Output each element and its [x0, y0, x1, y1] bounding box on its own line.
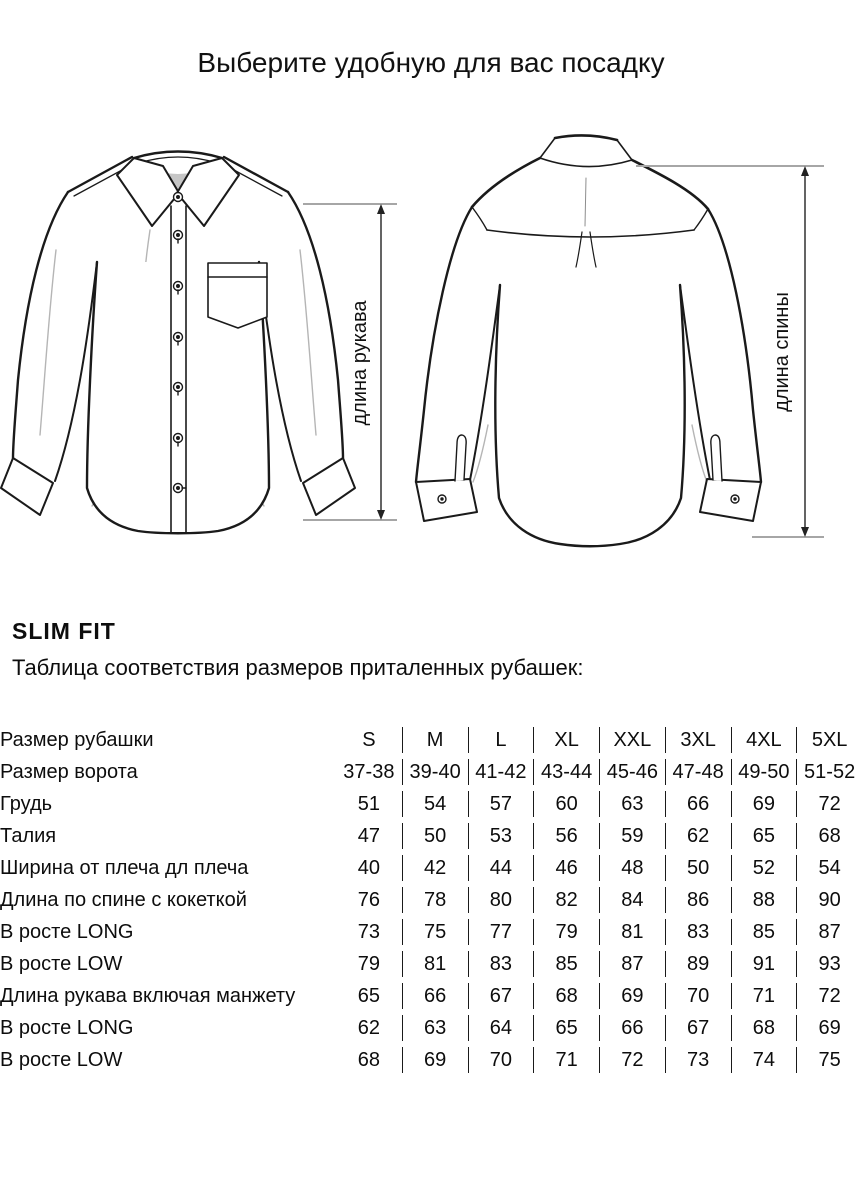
size-value-cell: 90	[796, 887, 862, 913]
row-label: В росте LOW	[0, 952, 123, 975]
size-value-cell: 44	[468, 855, 534, 881]
size-value-cell: 68	[357, 1048, 380, 1071]
size-value-cell: 88	[731, 887, 797, 913]
size-value-cell: 74	[731, 1047, 797, 1073]
size-value-cell: 81	[402, 951, 468, 977]
size-value-cell: 87	[796, 919, 862, 945]
size-value-cell: 5XL	[796, 727, 862, 753]
size-value-cell: 89	[665, 951, 731, 977]
size-value-cell: 67	[665, 1015, 731, 1041]
size-value-cell: 43-44	[533, 759, 599, 785]
size-value-cell: 47-48	[665, 759, 731, 785]
size-value-cell: 3XL	[665, 727, 731, 753]
size-value-cell: 87	[599, 951, 665, 977]
size-value-cell: 68	[533, 983, 599, 1009]
size-value-cell: 57	[468, 791, 534, 817]
size-value-cell: 66	[665, 791, 731, 817]
size-value-cell: 71	[731, 983, 797, 1009]
size-value-cell: 62	[665, 823, 731, 849]
row-label: Размер ворота	[0, 760, 138, 783]
size-value-cell: 83	[665, 919, 731, 945]
shirt-diagrams	[0, 130, 862, 600]
size-value-cell: 54	[402, 791, 468, 817]
size-value-cell: 63	[599, 791, 665, 817]
size-value-cell: 80	[468, 887, 534, 913]
size-value-cell: 49-50	[731, 759, 797, 785]
size-value-cell: 93	[796, 951, 862, 977]
size-value-cell: 66	[599, 1015, 665, 1041]
row-label: В росте LOW	[0, 1048, 123, 1071]
size-value-cell: 62	[357, 1016, 380, 1039]
size-table	[0, 721, 862, 1079]
size-value-cell: 79	[533, 919, 599, 945]
size-value-cell: 4XL	[731, 727, 797, 753]
size-value-cell: 91	[731, 951, 797, 977]
size-value-cell: S	[362, 728, 376, 751]
row-label: Длина по спине с кокеткой	[0, 888, 247, 911]
size-value-cell: 73	[357, 920, 380, 943]
size-value-cell: 69	[796, 1015, 862, 1041]
size-value-cell: 51	[357, 792, 380, 815]
table-row	[0, 727, 862, 753]
sleeve-length-dimension	[303, 204, 397, 520]
table-row	[0, 791, 862, 817]
row-label: В росте LONG	[0, 1016, 134, 1039]
size-value-cell: 41-42	[468, 759, 534, 785]
table-row	[0, 759, 862, 785]
size-value-cell: 68	[731, 1015, 797, 1041]
row-label: Размер рубашки	[0, 728, 154, 751]
size-value-cell: 68	[796, 823, 862, 849]
row-label: Талия	[0, 824, 57, 847]
size-value-cell: M	[402, 727, 468, 753]
size-value-cell: 46	[533, 855, 599, 881]
table-row	[0, 951, 862, 977]
size-value-cell: 76	[357, 888, 380, 911]
size-value-cell: 50	[402, 823, 468, 849]
back-length-label: длина спины	[771, 292, 793, 412]
size-value-cell: 75	[796, 1047, 862, 1073]
size-value-cell: 45-46	[599, 759, 665, 785]
table-row	[0, 823, 862, 849]
size-value-cell: 60	[533, 791, 599, 817]
size-value-cell: 86	[665, 887, 731, 913]
size-value-cell: 48	[599, 855, 665, 881]
size-value-cell: 39-40	[402, 759, 468, 785]
shirt-front-drawing	[1, 152, 355, 534]
size-value-cell: 85	[533, 951, 599, 977]
row-label: Ширина от плеча дл плеча	[0, 856, 249, 879]
size-value-cell: 69	[731, 791, 797, 817]
size-value-cell: 81	[599, 919, 665, 945]
size-value-cell: 69	[402, 1047, 468, 1073]
size-value-cell: 53	[468, 823, 534, 849]
size-value-cell: 83	[468, 951, 534, 977]
size-value-cell: 63	[402, 1015, 468, 1041]
size-value-cell: 77	[468, 919, 534, 945]
row-label: Длина рукава включая манжету	[0, 984, 296, 1007]
shirt-diagrams-svg	[0, 130, 862, 600]
size-value-cell: 71	[533, 1047, 599, 1073]
table-row	[0, 1047, 862, 1073]
size-value-cell: 85	[731, 919, 797, 945]
size-value-cell: 70	[468, 1047, 534, 1073]
size-value-cell: 42	[402, 855, 468, 881]
table-row	[0, 983, 862, 1009]
size-value-cell: 66	[402, 983, 468, 1009]
table-row	[0, 919, 862, 945]
size-value-cell: 70	[665, 983, 731, 1009]
size-value-cell: 40	[357, 856, 380, 879]
size-value-cell: 47	[357, 824, 380, 847]
page-title: Выберите удобную для вас посадку	[197, 47, 665, 78]
size-value-cell: 79	[357, 952, 380, 975]
size-value-cell: 82	[533, 887, 599, 913]
size-value-cell: 59	[599, 823, 665, 849]
size-value-cell: 65	[357, 984, 380, 1007]
size-value-cell: 69	[599, 983, 665, 1009]
size-value-cell: 52	[731, 855, 797, 881]
size-value-cell: 78	[402, 887, 468, 913]
size-value-cell: 65	[731, 823, 797, 849]
size-value-cell: XXL	[599, 727, 665, 753]
table-row	[0, 887, 862, 913]
size-value-cell: XL	[533, 727, 599, 753]
size-value-cell: 51-52	[796, 759, 862, 785]
shirt-back-drawing	[416, 135, 761, 546]
size-value-cell: L	[468, 727, 534, 753]
fit-heading: SLIM FIT	[12, 618, 116, 644]
size-value-cell: 84	[599, 887, 665, 913]
size-value-cell: 75	[402, 919, 468, 945]
size-value-cell: 50	[665, 855, 731, 881]
size-value-cell: 56	[533, 823, 599, 849]
size-value-cell: 72	[796, 983, 862, 1009]
row-label: Грудь	[0, 792, 53, 815]
table-subtitle: Таблица соответствия размеров приталенных рубашек:	[12, 655, 584, 680]
row-label: В росте LONG	[0, 920, 134, 943]
size-value-cell: 72	[599, 1047, 665, 1073]
size-value-cell: 64	[468, 1015, 534, 1041]
sleeve-length-label: длина рукава	[349, 300, 371, 426]
size-value-cell: 72	[796, 791, 862, 817]
table-row	[0, 1015, 862, 1041]
table-row	[0, 855, 862, 881]
size-value-cell: 67	[468, 983, 534, 1009]
size-value-cell: 54	[796, 855, 862, 881]
size-value-cell: 37-38	[343, 760, 395, 783]
size-value-cell: 73	[665, 1047, 731, 1073]
size-value-cell: 65	[533, 1015, 599, 1041]
